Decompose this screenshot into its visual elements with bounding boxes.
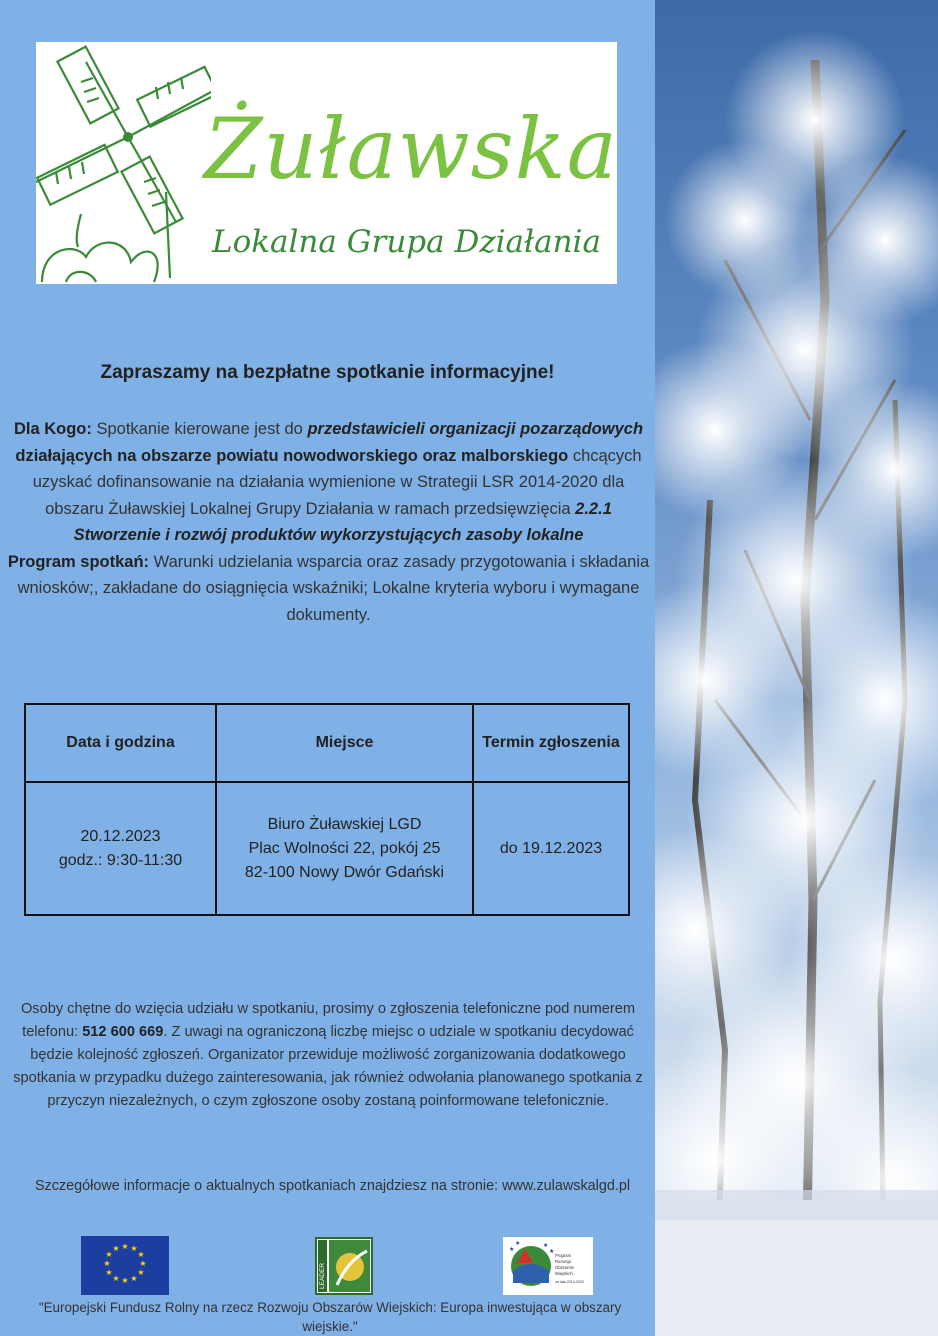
svg-text:Program: Program <box>555 1253 572 1258</box>
program-label: Program spotkań: <box>7 552 150 571</box>
snowy-tree-image <box>655 0 938 1336</box>
svg-text:Wiejskich: Wiejskich <box>555 1271 573 1276</box>
svg-text:★: ★ <box>105 1268 113 1277</box>
leader-wordmark: LEADER <box>319 1262 326 1289</box>
description-block <box>6 416 651 628</box>
svg-text:★: ★ <box>515 1240 521 1247</box>
for-whom-text-2: chcących uzyskać dofinansowanie na działania wymienione w Strategii LSR 2014-2020 dla obszaru Żuławskiej Lokalnej Grupy Działania w ramach przedsięwzięcia <box>32 446 642 518</box>
svg-text:★: ★ <box>139 1259 147 1268</box>
svg-text:na lata 2014-2020: na lata 2014-2020 <box>555 1280 584 1284</box>
website-info: Szczegółowe informacje o aktualnych spotkaniach znajdziesz na stronie: www.zulawskalgd.pl <box>34 1178 631 1194</box>
meeting-table <box>24 703 630 916</box>
svg-text:Obszarów: Obszarów <box>555 1265 574 1270</box>
lgd-logo <box>36 42 617 284</box>
for-whom-paragraph <box>6 416 651 549</box>
header-date: Data i godzina <box>25 704 216 782</box>
meeting-date: 20.12.2023 <box>80 827 161 845</box>
svg-text:★: ★ <box>112 1274 120 1283</box>
place-line-1: Biuro Żuławskiej LGD <box>267 815 422 833</box>
eu-flag-icon <box>81 1236 169 1295</box>
svg-text:★: ★ <box>137 1250 145 1259</box>
leader-logo <box>315 1237 373 1295</box>
windmill-icon <box>36 42 211 284</box>
svg-text:★: ★ <box>121 1242 129 1251</box>
prow-icon <box>503 1237 593 1295</box>
eu-stars-icon <box>81 1236 169 1295</box>
svg-text:★: ★ <box>130 1274 138 1283</box>
for-whom-text-1: Spotkanie kierowane jest do <box>91 420 308 438</box>
svg-text:★: ★ <box>509 1246 515 1253</box>
svg-text:★: ★ <box>549 1248 555 1255</box>
for-whom-area: działających na obszarze powiatu nowodworskiego oraz malborskiego <box>15 446 569 465</box>
program-paragraph <box>6 549 651 629</box>
svg-text:★: ★ <box>103 1259 111 1268</box>
cell-date <box>25 782 216 915</box>
svg-text:★: ★ <box>137 1268 145 1277</box>
prow-logo <box>503 1237 593 1295</box>
table-row <box>25 782 629 915</box>
cell-deadline: do 19.12.2023 <box>473 782 629 915</box>
info-text-1: Osoby chętne do wzięcia udziału w spotkaniu, prosimy o zgłoszenia telefoniczne pod numerem telefonu: <box>20 1001 636 1040</box>
meeting-time: godz.: 9:30-11:30 <box>58 851 183 869</box>
for-whom-label: Dla Kogo: <box>13 420 92 438</box>
place-line-3: 82-100 Nowy Dwór Gdański <box>244 863 445 881</box>
svg-text:★: ★ <box>543 1242 549 1249</box>
headline: Zapraszamy na bezpłatne spotkanie informacyjne! <box>100 362 555 383</box>
svg-text:Rozwoju: Rozwoju <box>555 1259 572 1264</box>
registration-info <box>8 998 648 1113</box>
winter-tree-photo <box>655 0 938 1336</box>
logo-title: Żuławska <box>204 100 618 198</box>
place-line-2: Plac Wolności 22, pokój 25 <box>248 839 441 857</box>
table-header-row <box>25 704 629 782</box>
header-deadline: Termin zgłoszenia <box>473 704 629 782</box>
program-text: Warunki udzielania wsparcia oraz zasady przygotowania i składania wniosków;, zakładane do osiągnięcia wskaźniki; Lokalne kryteria wyboru i wymagane dokumenty. <box>17 552 650 624</box>
svg-text:★: ★ <box>105 1250 113 1259</box>
svg-text:★: ★ <box>112 1244 120 1253</box>
phone-number: 512 600 669 <box>82 1024 164 1040</box>
for-whom-undertaking: 2.2.1 Stworzenie i rozwój produktów wykorzystujących zasoby lokalne <box>73 499 612 544</box>
footer-quote: "Europejski Fundusz Rolny na rzecz Rozwoju Obszarów Wiejskich: Europa inwestująca w obszary wiejskie." <box>38 1300 622 1334</box>
header-place: Miejsce <box>216 704 473 782</box>
leader-icon <box>315 1237 373 1295</box>
svg-text:★: ★ <box>130 1244 138 1253</box>
for-whom-target: przedstawicieli organizacji pozarządowych <box>307 420 644 438</box>
cell-place <box>216 782 473 915</box>
logo-subtitle: Lokalna Grupa Działania <box>212 224 601 260</box>
svg-text:★: ★ <box>121 1276 129 1285</box>
info-text-2: . Z uwagi na ograniczoną liczbę miejsc o udziale w spotkaniu decydować będzie kolejność zgłoszeń. Organizator przewiduje możliwość zorganizowania dodatkowego spotkania w przypadku dużego zainteresowania, jak również odwołania planowanego spotkania z przyczyn niezależnych, o czym zgłoszone osoby zostaną poinformowane telefonicznie. <box>13 1024 643 1109</box>
